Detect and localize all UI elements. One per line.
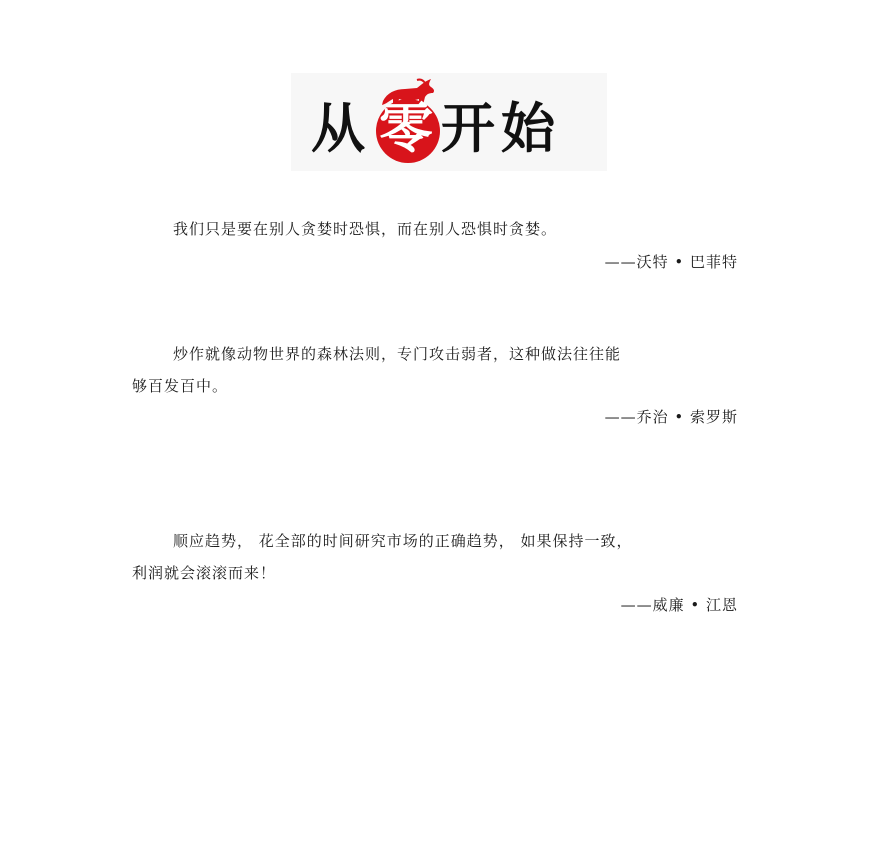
logo-title — [305, 99, 561, 159]
quote-3-line-1: 顺应趋势， 花全部的时间研究市场的正确趋势， 如果保持一致， — [173, 532, 633, 550]
quote-1-author: ——沃特 • 巴菲特 — [604, 253, 738, 271]
quote-2-line-2: 够百发百中。 — [132, 377, 229, 395]
quote-1-line-1: 我们只是要在别人贪婪时恐惧，而在别人恐惧时贪婪。 — [173, 220, 558, 238]
logo-banner — [291, 73, 607, 171]
logo-char-rest: 开始 — [441, 97, 561, 160]
quote-2-line-1: 炒作就像动物世界的森林法则，专门攻击弱者，这种做法往往能 — [173, 345, 622, 363]
quote-2-author: ——乔治 • 索罗斯 — [604, 408, 738, 426]
quote-3-line-2: 利润就会滚滚而来！ — [132, 564, 277, 582]
logo-char-red — [373, 99, 441, 159]
logo-red-glyph: 零 — [379, 97, 435, 160]
logo-char-1: 从 — [311, 97, 367, 160]
quote-3-author: ——威廉 • 江恩 — [620, 596, 738, 614]
